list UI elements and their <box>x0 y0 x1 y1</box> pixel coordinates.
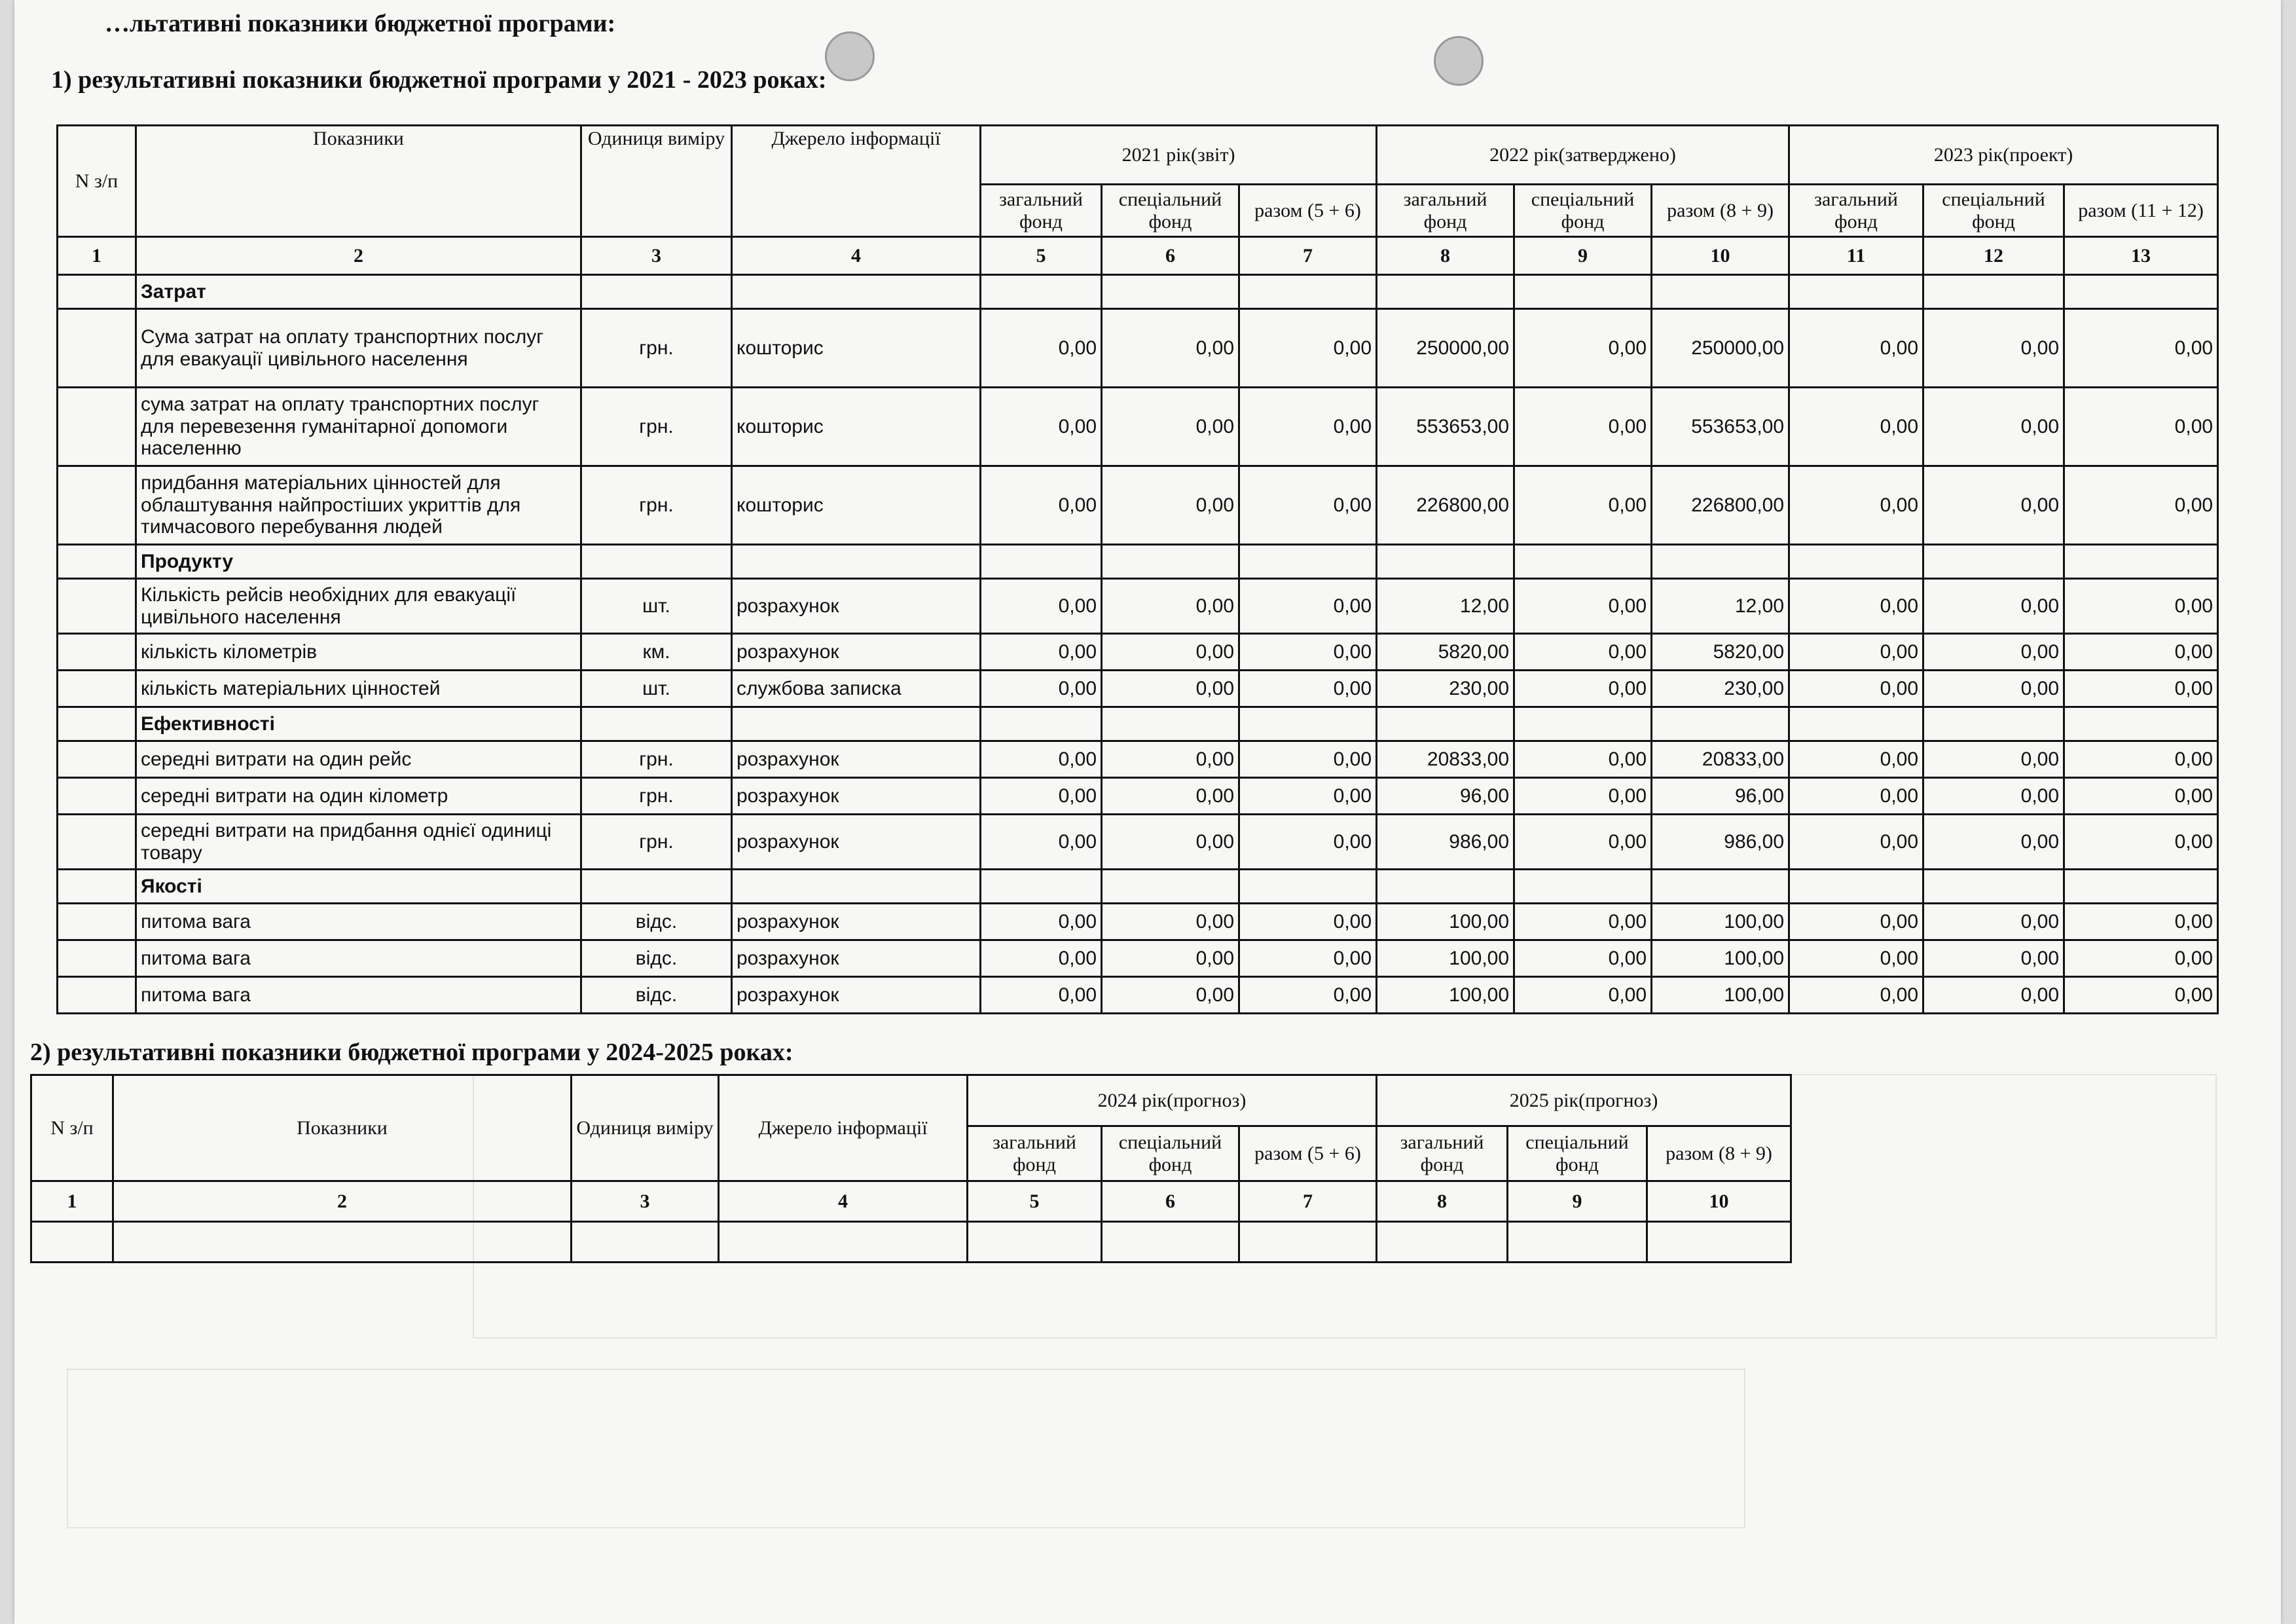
value-cell: 100,00 <box>1652 940 1789 977</box>
value-cell: 0,00 <box>1789 671 1923 707</box>
value-cell: 0,00 <box>1789 904 1923 940</box>
value-cell: 0,00 <box>1923 741 2064 778</box>
header-general-fund: загальний фонд <box>1789 185 1923 237</box>
value-cell: 20833,00 <box>1377 741 1514 778</box>
category-label: Якості <box>136 870 581 904</box>
value-cell: 0,00 <box>1514 977 1652 1014</box>
table-row <box>58 904 2218 940</box>
value-cell: 12,00 <box>1377 579 1514 634</box>
source-cell: розрахунок <box>732 815 981 870</box>
value-cell: 0,00 <box>1102 671 1239 707</box>
value-cell: 0,00 <box>1923 466 2064 545</box>
value-cell: 0,00 <box>1239 388 1377 466</box>
row-number-cell <box>58 671 136 707</box>
indicator-name: придбання матеріальних цінностей для облаштування найпростіших укриттів для тимчасового перебування людей <box>136 466 581 545</box>
header-year-2024: 2024 рік(прогноз) <box>968 1075 1377 1126</box>
empty-cell <box>732 545 981 579</box>
value-cell: 0,00 <box>2064 977 2218 1014</box>
value-cell: 0,00 <box>1514 671 1652 707</box>
value-cell: 0,00 <box>1239 778 1377 815</box>
value-cell: 0,00 <box>1789 579 1923 634</box>
empty-cell <box>2064 275 2218 309</box>
category-row <box>58 275 2218 309</box>
category-label: Продукту <box>136 545 581 579</box>
header-sum: разом (5 + 6) <box>1239 185 1377 237</box>
table-row <box>58 634 2218 671</box>
value-cell: 0,00 <box>1514 904 1652 940</box>
empty-cell <box>581 707 732 741</box>
value-cell: 226800,00 <box>1377 466 1514 545</box>
value-cell: 0,00 <box>1923 904 2064 940</box>
column-number: 5 <box>981 237 1102 275</box>
value-cell: 553653,00 <box>1377 388 1514 466</box>
column-number: 10 <box>1652 237 1789 275</box>
table-row <box>58 388 2218 466</box>
empty-cell <box>1377 545 1514 579</box>
row-number-cell <box>58 545 136 579</box>
indicator-name: кількість матеріальних цінностей <box>136 671 581 707</box>
empty-cell <box>2064 707 2218 741</box>
source-cell: розрахунок <box>732 579 981 634</box>
table-row <box>58 940 2218 977</box>
empty-cell <box>1923 870 2064 904</box>
empty-cell <box>1102 707 1239 741</box>
category-row <box>58 545 2218 579</box>
empty-cell <box>981 275 1102 309</box>
value-cell: 0,00 <box>2064 940 2218 977</box>
header-indicators: Показники <box>113 1075 572 1181</box>
column-numbers-row <box>58 237 2218 275</box>
column-number: 9 <box>1508 1181 1647 1222</box>
value-cell: 0,00 <box>2064 388 2218 466</box>
header-unit: Одиниця виміру <box>572 1075 719 1181</box>
punch-hole <box>825 31 875 81</box>
value-cell: 100,00 <box>1377 904 1514 940</box>
unit-cell: грн. <box>581 388 732 466</box>
column-number: 6 <box>1102 1181 1239 1222</box>
header-year-2021: 2021 рік(звіт) <box>981 126 1377 185</box>
row-number-cell <box>58 388 136 466</box>
value-cell: 96,00 <box>1652 778 1789 815</box>
indicator-name: кількість кілометрів <box>136 634 581 671</box>
empty-cell <box>2064 870 2218 904</box>
value-cell: 0,00 <box>1239 671 1377 707</box>
unit-cell: грн. <box>581 466 732 545</box>
empty-cell <box>1789 707 1923 741</box>
bleed-through <box>67 1369 1745 1528</box>
value-cell: 0,00 <box>1923 778 2064 815</box>
column-number: 1 <box>58 237 136 275</box>
header-general-fund: загальний фонд <box>1377 1126 1508 1181</box>
value-cell: 0,00 <box>1514 741 1652 778</box>
empty-cell <box>1239 870 1377 904</box>
header-no: N з/п <box>58 126 136 237</box>
value-cell: 0,00 <box>981 904 1102 940</box>
header-unit: Одиниця виміру <box>581 126 732 237</box>
empty-cell <box>1377 870 1514 904</box>
value-cell: 0,00 <box>1789 940 1923 977</box>
table-row <box>58 977 2218 1014</box>
empty-cell <box>1789 870 1923 904</box>
value-cell: 0,00 <box>1789 741 1923 778</box>
value-cell: 0,00 <box>1102 815 1239 870</box>
value-cell: 553653,00 <box>1652 388 1789 466</box>
indicator-name: сума затрат на оплату транспортних послуг для перевезення гуманітарної допомоги населенню <box>136 388 581 466</box>
value-cell: 0,00 <box>2064 579 2218 634</box>
empty-cell <box>1377 275 1514 309</box>
value-cell: 96,00 <box>1377 778 1514 815</box>
column-number: 5 <box>968 1181 1102 1222</box>
header-special-fund: спеціальний фонд <box>1923 185 2064 237</box>
unit-cell: км. <box>581 634 732 671</box>
source-cell: розрахунок <box>732 904 981 940</box>
empty-cell <box>1923 545 2064 579</box>
column-number: 12 <box>1923 237 2064 275</box>
column-number: 7 <box>1239 1181 1377 1222</box>
value-cell: 0,00 <box>1923 634 2064 671</box>
category-row <box>58 870 2218 904</box>
value-cell: 0,00 <box>1514 634 1652 671</box>
unit-cell: відс. <box>581 904 732 940</box>
column-number: 11 <box>1789 237 1923 275</box>
column-number: 4 <box>719 1181 968 1222</box>
header-sum: разом (5 + 6) <box>1239 1126 1377 1181</box>
value-cell: 0,00 <box>1923 579 2064 634</box>
source-cell: розрахунок <box>732 634 981 671</box>
table-row <box>58 671 2218 707</box>
empty-cell <box>581 870 732 904</box>
indicator-name: середні витрати на один рейс <box>136 741 581 778</box>
empty-cell <box>732 870 981 904</box>
value-cell: 20833,00 <box>1652 741 1789 778</box>
empty-cell <box>1102 545 1239 579</box>
indicator-name: питома вага <box>136 940 581 977</box>
table-row <box>58 815 2218 870</box>
empty-cell <box>581 275 732 309</box>
table-row <box>58 309 2218 388</box>
value-cell: 5820,00 <box>1377 634 1514 671</box>
column-number: 2 <box>136 237 581 275</box>
value-cell: 0,00 <box>2064 466 2218 545</box>
column-number: 10 <box>1647 1181 1791 1222</box>
header-no: N з/п <box>31 1075 113 1181</box>
header-source: Джерело інформації <box>732 126 981 237</box>
value-cell: 0,00 <box>981 778 1102 815</box>
table-row <box>58 579 2218 634</box>
empty-cell <box>1514 545 1652 579</box>
column-number: 9 <box>1514 237 1652 275</box>
value-cell: 0,00 <box>1514 388 1652 466</box>
category-label: Ефективності <box>136 707 581 741</box>
value-cell: 0,00 <box>981 741 1102 778</box>
section-title: …льтативні показники бюджетної програми: <box>105 10 616 37</box>
empty-row <box>31 1222 1791 1263</box>
value-cell: 0,00 <box>981 579 1102 634</box>
empty-cell <box>1102 870 1239 904</box>
source-cell: розрахунок <box>732 741 981 778</box>
value-cell: 0,00 <box>1239 904 1377 940</box>
value-cell: 0,00 <box>981 940 1102 977</box>
value-cell: 0,00 <box>1514 815 1652 870</box>
value-cell: 0,00 <box>1514 309 1652 388</box>
part2-title: 2) результативні показники бюджетної програми у 2024-2025 роках: <box>30 1039 793 1066</box>
header-special-fund: спеціальний фонд <box>1508 1126 1647 1181</box>
value-cell: 100,00 <box>1377 940 1514 977</box>
indicator-name: середні витрати на один кілометр <box>136 778 581 815</box>
value-cell: 0,00 <box>1923 940 2064 977</box>
empty-cell <box>981 545 1102 579</box>
value-cell: 250000,00 <box>1377 309 1514 388</box>
value-cell: 0,00 <box>1514 579 1652 634</box>
value-cell: 0,00 <box>981 466 1102 545</box>
source-cell: службова записка <box>732 671 981 707</box>
part1-title: 1) результативні показники бюджетної програми у 2021 - 2023 роках: <box>51 66 827 94</box>
empty-cell <box>581 545 732 579</box>
indicator-name: Сума затрат на оплату транспортних послуг для евакуації цивільного населення <box>136 309 581 388</box>
unit-cell: грн. <box>581 778 732 815</box>
row-number-cell <box>58 707 136 741</box>
value-cell: 0,00 <box>1789 977 1923 1014</box>
empty-cell <box>1652 275 1789 309</box>
value-cell: 986,00 <box>1377 815 1514 870</box>
value-cell: 12,00 <box>1652 579 1789 634</box>
value-cell: 0,00 <box>1923 388 2064 466</box>
row-number-cell <box>58 579 136 634</box>
empty-cell <box>1652 870 1789 904</box>
header-year-2023: 2023 рік(проект) <box>1789 126 2218 185</box>
row-number-cell <box>58 778 136 815</box>
value-cell: 0,00 <box>1789 309 1923 388</box>
column-number: 6 <box>1102 237 1239 275</box>
indicator-name: середні витрати на придбання однієї одиниці товару <box>136 815 581 870</box>
empty-cell <box>1923 707 2064 741</box>
empty-cell <box>1652 707 1789 741</box>
value-cell: 0,00 <box>1102 388 1239 466</box>
source-cell: розрахунок <box>732 977 981 1014</box>
value-cell: 0,00 <box>1102 904 1239 940</box>
row-number-cell <box>58 466 136 545</box>
value-cell: 5820,00 <box>1652 634 1789 671</box>
value-cell: 0,00 <box>1923 977 2064 1014</box>
empty-cell <box>1239 545 1377 579</box>
empty-cell <box>732 707 981 741</box>
value-cell: 230,00 <box>1652 671 1789 707</box>
header-sum: разом (8 + 9) <box>1647 1126 1791 1181</box>
value-cell: 0,00 <box>1239 815 1377 870</box>
empty-cell <box>1514 870 1652 904</box>
empty-cell <box>1102 275 1239 309</box>
value-cell: 0,00 <box>1102 778 1239 815</box>
row-number-cell <box>58 741 136 778</box>
value-cell: 0,00 <box>1789 466 1923 545</box>
unit-cell: грн. <box>581 309 732 388</box>
column-number: 3 <box>581 237 732 275</box>
row-number-cell <box>58 275 136 309</box>
header-special-fund: спеціальний фонд <box>1102 185 1239 237</box>
source-cell: розрахунок <box>732 778 981 815</box>
value-cell: 0,00 <box>1239 309 1377 388</box>
value-cell: 0,00 <box>1102 741 1239 778</box>
row-number-cell <box>58 870 136 904</box>
header-indicators: Показники <box>136 126 581 237</box>
column-number: 13 <box>2064 237 2218 275</box>
header-general-fund: загальний фонд <box>981 185 1102 237</box>
value-cell: 230,00 <box>1377 671 1514 707</box>
column-number: 8 <box>1377 237 1514 275</box>
empty-cell <box>732 275 981 309</box>
value-cell: 0,00 <box>1789 778 1923 815</box>
empty-cell <box>2064 545 2218 579</box>
punch-hole <box>1434 36 1484 86</box>
empty-cell <box>1789 545 1923 579</box>
indicators-table-2024-2025 <box>30 1074 1792 1263</box>
column-number: 1 <box>31 1181 113 1222</box>
value-cell: 0,00 <box>981 815 1102 870</box>
source-cell: розрахунок <box>732 940 981 977</box>
header-special-fund: спеціальний фонд <box>1514 185 1652 237</box>
value-cell: 0,00 <box>981 634 1102 671</box>
unit-cell: відс. <box>581 940 732 977</box>
empty-cell <box>1789 275 1923 309</box>
value-cell: 0,00 <box>1102 940 1239 977</box>
header-special-fund: спеціальний фонд <box>1102 1126 1239 1181</box>
column-number: 2 <box>113 1181 572 1222</box>
value-cell: 0,00 <box>1514 466 1652 545</box>
value-cell: 0,00 <box>1102 309 1239 388</box>
empty-cell <box>1239 275 1377 309</box>
row-number-cell <box>58 815 136 870</box>
value-cell: 0,00 <box>1239 741 1377 778</box>
column-number: 7 <box>1239 237 1377 275</box>
value-cell: 0,00 <box>1102 977 1239 1014</box>
category-label: Затрат <box>136 275 581 309</box>
unit-cell: грн. <box>581 815 732 870</box>
indicator-name: питома вага <box>136 904 581 940</box>
value-cell: 0,00 <box>981 977 1102 1014</box>
category-row <box>58 707 2218 741</box>
empty-cell <box>1514 707 1652 741</box>
value-cell: 0,00 <box>1102 579 1239 634</box>
value-cell: 0,00 <box>2064 671 2218 707</box>
value-cell: 0,00 <box>1923 815 2064 870</box>
unit-cell: шт. <box>581 579 732 634</box>
header-general-fund: загальний фонд <box>968 1126 1102 1181</box>
header-general-fund: загальний фонд <box>1377 185 1514 237</box>
source-cell: кошторис <box>732 388 981 466</box>
value-cell: 226800,00 <box>1652 466 1789 545</box>
value-cell: 0,00 <box>2064 634 2218 671</box>
row-number-cell <box>58 309 136 388</box>
empty-cell <box>1514 275 1652 309</box>
value-cell: 100,00 <box>1377 977 1514 1014</box>
value-cell: 0,00 <box>1514 940 1652 977</box>
value-cell: 250000,00 <box>1652 309 1789 388</box>
header-source: Джерело інформації <box>719 1075 968 1181</box>
indicators-table-2021-2023 <box>56 124 2219 1014</box>
header-sum: разом (11 + 12) <box>2064 185 2218 237</box>
header-sum: разом (8 + 9) <box>1652 185 1789 237</box>
value-cell: 100,00 <box>1652 977 1789 1014</box>
row-number-cell <box>58 940 136 977</box>
indicator-name: питома вага <box>136 977 581 1014</box>
unit-cell: відс. <box>581 977 732 1014</box>
source-cell: кошторис <box>732 466 981 545</box>
header-year-2025: 2025 рік(прогноз) <box>1377 1075 1791 1126</box>
value-cell: 0,00 <box>1239 466 1377 545</box>
empty-cell <box>1923 275 2064 309</box>
empty-cell <box>1239 707 1377 741</box>
indicator-name: Кількість рейсів необхідних для евакуації цивільного населення <box>136 579 581 634</box>
row-number-cell <box>58 904 136 940</box>
column-number: 3 <box>572 1181 719 1222</box>
value-cell: 0,00 <box>1789 634 1923 671</box>
unit-cell: грн. <box>581 741 732 778</box>
source-cell: кошторис <box>732 309 981 388</box>
value-cell: 0,00 <box>2064 815 2218 870</box>
value-cell: 0,00 <box>1514 778 1652 815</box>
empty-cell <box>1652 545 1789 579</box>
value-cell: 0,00 <box>1239 940 1377 977</box>
column-number: 8 <box>1377 1181 1508 1222</box>
column-number: 4 <box>732 237 981 275</box>
table-row <box>58 778 2218 815</box>
value-cell: 0,00 <box>1102 466 1239 545</box>
empty-cell <box>1377 707 1514 741</box>
value-cell: 986,00 <box>1652 815 1789 870</box>
value-cell: 0,00 <box>2064 741 2218 778</box>
value-cell: 0,00 <box>981 671 1102 707</box>
empty-cell <box>981 870 1102 904</box>
row-number-cell <box>58 977 136 1014</box>
table-row <box>58 741 2218 778</box>
unit-cell: шт. <box>581 671 732 707</box>
column-numbers-row <box>31 1181 1791 1222</box>
value-cell: 0,00 <box>2064 778 2218 815</box>
value-cell: 0,00 <box>1239 977 1377 1014</box>
value-cell: 0,00 <box>2064 904 2218 940</box>
value-cell: 0,00 <box>1789 815 1923 870</box>
value-cell: 0,00 <box>1239 579 1377 634</box>
value-cell: 100,00 <box>1652 904 1789 940</box>
value-cell: 0,00 <box>1239 634 1377 671</box>
value-cell: 0,00 <box>1923 309 2064 388</box>
empty-cell <box>981 707 1102 741</box>
value-cell: 0,00 <box>1923 671 2064 707</box>
value-cell: 0,00 <box>981 309 1102 388</box>
value-cell: 0,00 <box>1102 634 1239 671</box>
value-cell: 0,00 <box>981 388 1102 466</box>
value-cell: 0,00 <box>2064 309 2218 388</box>
header-year-2022: 2022 рік(затверджено) <box>1377 126 1789 185</box>
value-cell: 0,00 <box>1789 388 1923 466</box>
row-number-cell <box>58 634 136 671</box>
table-row <box>58 466 2218 545</box>
